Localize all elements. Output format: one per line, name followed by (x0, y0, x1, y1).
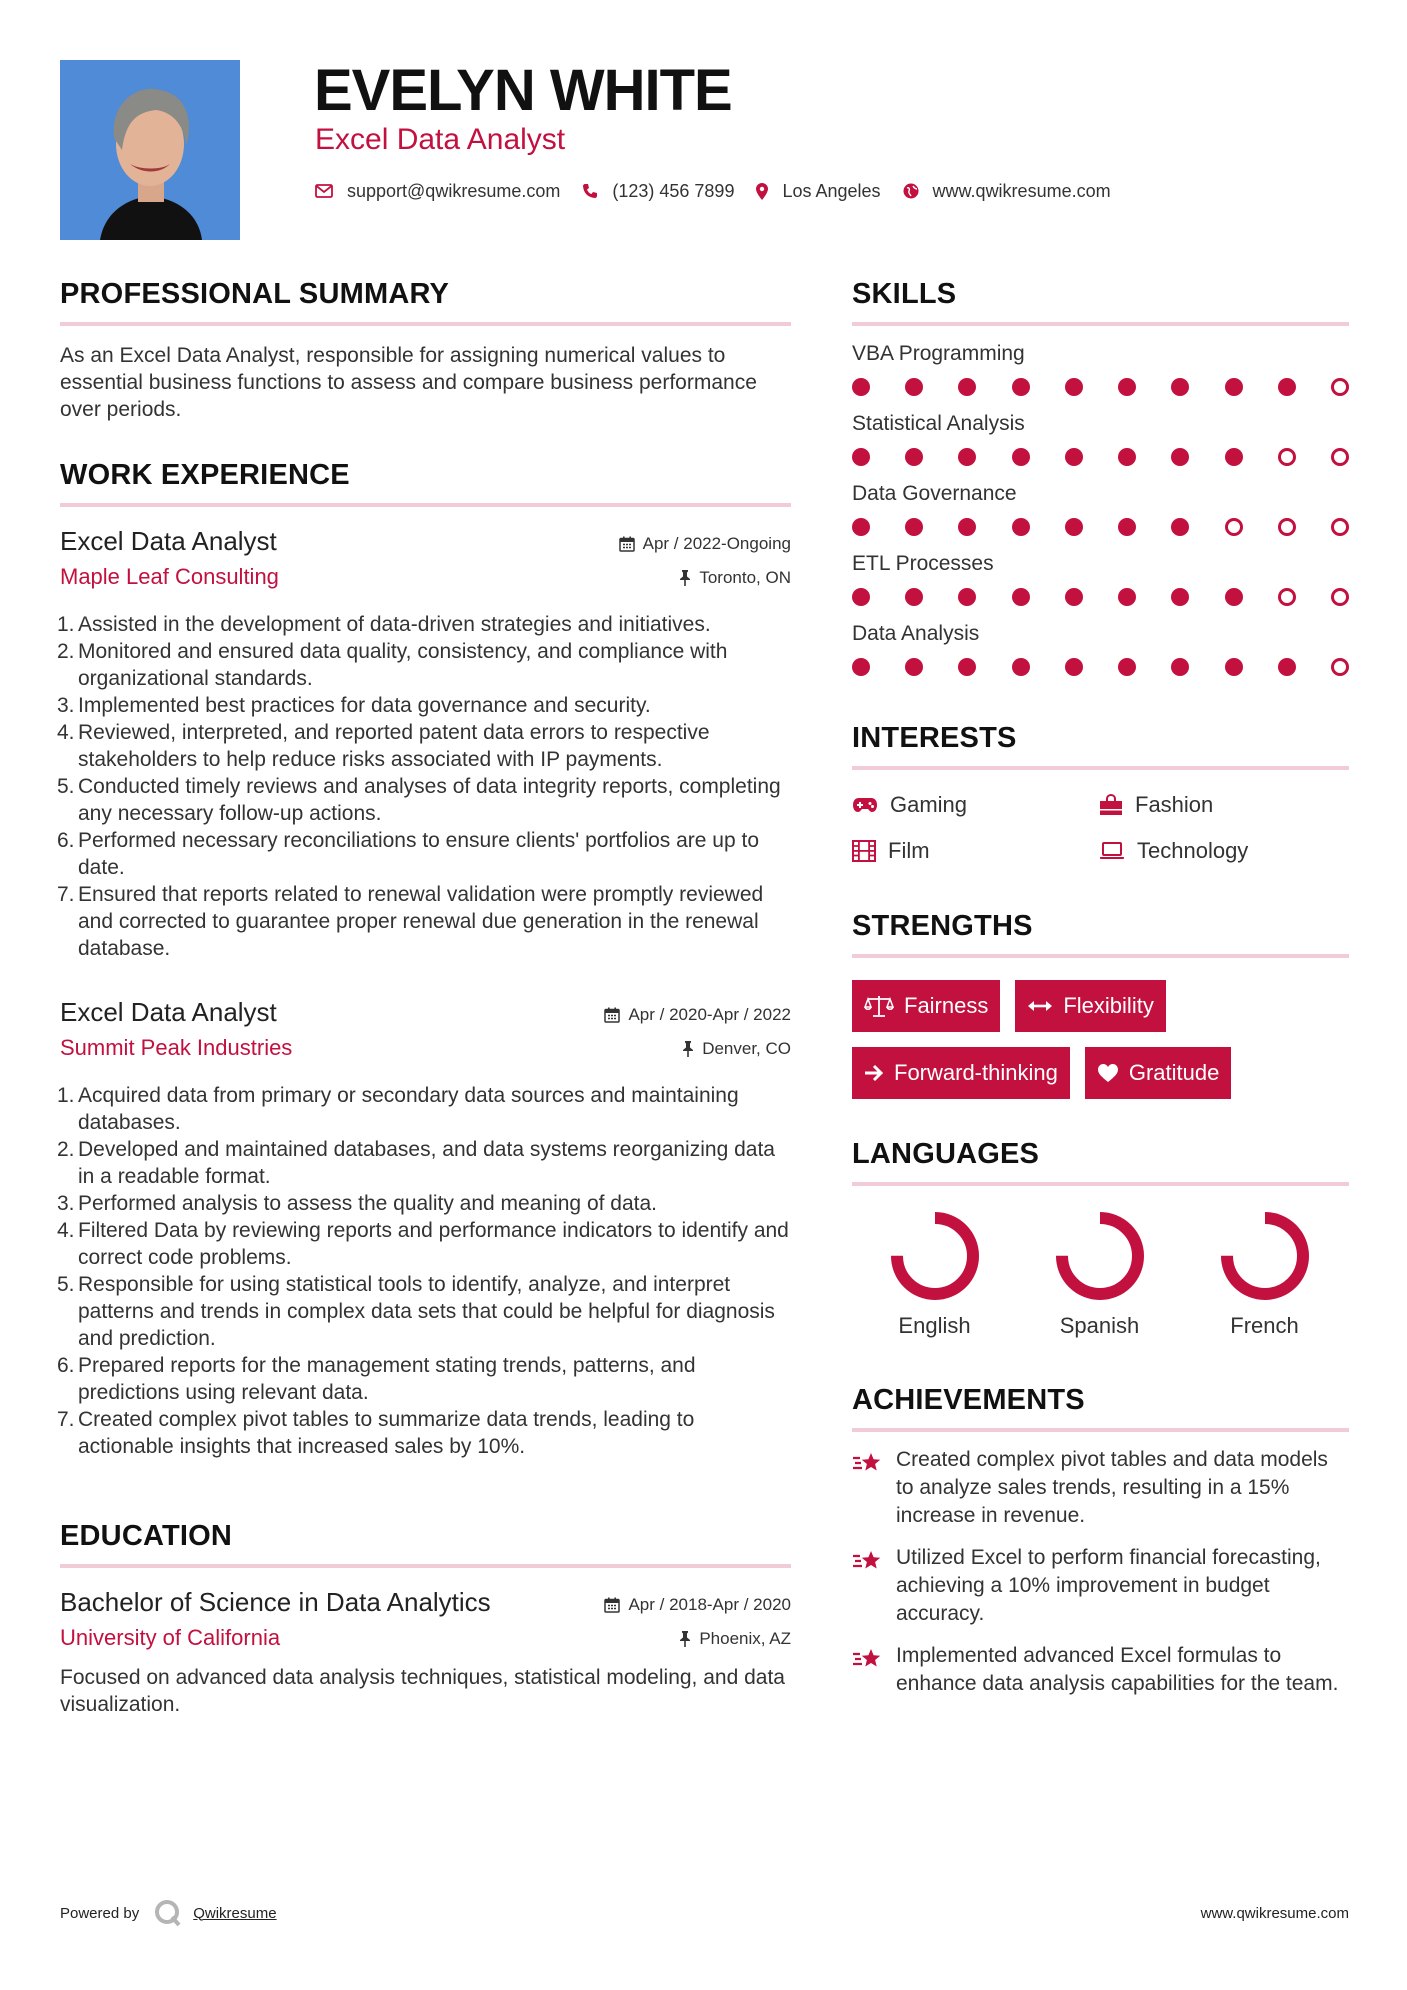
skill-name: Data Governance (852, 482, 1017, 505)
skill-item (852, 340, 1349, 396)
skill-dot-filled (1225, 588, 1243, 606)
interest-item (852, 790, 1099, 820)
skill-dot-empty (1331, 448, 1349, 466)
skill-dot-filled (1065, 448, 1083, 466)
section-divider (60, 503, 791, 507)
skill-dot-filled (1171, 588, 1189, 606)
skill-item (852, 550, 1349, 606)
profile-photo (60, 60, 240, 240)
website-text: www.qwikresume.com (932, 180, 1111, 201)
skill-item (852, 480, 1349, 536)
phone-icon (582, 183, 598, 199)
skill-dot-filled (1012, 378, 1030, 396)
skill-dot-filled (958, 658, 976, 676)
strength-label: Fairness (904, 993, 989, 1018)
interest-label: Film (888, 838, 930, 863)
job-title: Excel Data Analyst (60, 997, 277, 1027)
skill-dot-filled (958, 588, 976, 606)
contact-bar (315, 178, 1133, 204)
skill-dot-filled (1012, 518, 1030, 536)
section-divider (852, 954, 1349, 958)
contact-website[interactable] (903, 181, 1111, 202)
skill-dot-filled (1012, 658, 1030, 676)
skill-dot-filled (1118, 378, 1136, 396)
powered-by-text: Powered by (60, 1904, 140, 1922)
arrow-right-icon (864, 1064, 884, 1082)
skill-dot-filled (852, 658, 870, 676)
brand-link[interactable]: Qwikresume (193, 1904, 277, 1922)
skill-dot-filled (852, 588, 870, 606)
duty-item: 1. Assisted in the development of data-driven strategies and initiatives. (57, 613, 711, 636)
duty-list (57, 611, 791, 962)
interest-item (1099, 790, 1346, 820)
skill-dot-empty (1278, 518, 1296, 536)
skill-dot-filled (905, 588, 923, 606)
languages-heading: LANGUAGES (852, 1138, 1040, 1170)
education-heading: EDUCATION (60, 1520, 233, 1552)
language-item (1182, 1210, 1347, 1340)
skill-dot-filled (1065, 378, 1083, 396)
job-company: Maple Leaf Consulting (60, 564, 279, 589)
achievement-text: Implemented advanced Excel formulas to enhance data analysis capabilities for the team. (896, 1644, 1339, 1695)
skill-rating (852, 518, 1349, 536)
skill-dot-filled (1171, 518, 1189, 536)
job-date-text: Apr / 2020-Apr / 2022 (628, 1005, 791, 1024)
duty-item: 6. Prepared reports for the management stating trends, patterns, and predictions using relevant data. (57, 1354, 696, 1404)
skill-name: VBA Programming (852, 342, 1025, 365)
education-description: Focused on advanced data analysis techniques, statistical modeling, and data visualization. (60, 1666, 785, 1716)
language-name: English (898, 1313, 971, 1338)
skill-dot-filled (1171, 658, 1189, 676)
language-level-ring (889, 1210, 981, 1302)
interest-label: Technology (1137, 838, 1249, 863)
language-name: Spanish (1059, 1313, 1140, 1338)
skill-dot-empty (1278, 448, 1296, 466)
strength-label: Gratitude (1128, 1060, 1220, 1085)
job-location (682, 1038, 791, 1060)
job-location-text: Toronto, ON (699, 568, 791, 587)
interest-label: Fashion (1135, 792, 1214, 817)
skill-dot-filled (905, 518, 923, 536)
gamepad-icon (852, 797, 878, 813)
skill-dot-filled (1118, 448, 1136, 466)
skills-section (852, 276, 1349, 676)
skill-dot-filled (1225, 448, 1243, 466)
skill-dot-filled (905, 448, 923, 466)
pushpin-icon (682, 1041, 694, 1057)
skill-name: Statistical Analysis (852, 412, 1025, 435)
section-divider (852, 322, 1349, 326)
right-column (852, 276, 1349, 1698)
skill-dot-filled (1225, 378, 1243, 396)
skill-dot-filled (958, 448, 976, 466)
duty-item: 3. Implemented best practices for data governance and security. (57, 694, 651, 717)
contact-phone[interactable] (582, 181, 734, 202)
skill-dot-filled (1171, 448, 1189, 466)
achievement-item (852, 1544, 1349, 1628)
arrows-horizontal-icon (1027, 999, 1053, 1013)
strength-tag (1085, 1047, 1232, 1099)
pushpin-icon (679, 570, 691, 586)
calendar-icon (604, 1597, 620, 1613)
language-name: French (1230, 1313, 1299, 1338)
section-divider (852, 1428, 1349, 1432)
duty-item: 3. Performed analysis to assess the quality and meaning of data. (57, 1192, 657, 1215)
language-item (852, 1210, 1017, 1340)
achievement-item (852, 1446, 1349, 1530)
strength-label: Flexibility (1063, 993, 1154, 1018)
skill-rating (852, 588, 1349, 606)
skill-rating (852, 448, 1349, 466)
skill-dot-filled (1065, 518, 1083, 536)
achievement-text: Utilized Excel to perform financial forecasting, achieving a 10% improvement in budget accuracy. (896, 1546, 1321, 1625)
calendar-icon (619, 536, 635, 552)
skill-dot-empty (1331, 658, 1349, 676)
skill-dot-empty (1225, 518, 1243, 536)
strength-tag (1015, 980, 1165, 1032)
duty-list (57, 1082, 791, 1460)
skill-dot-filled (905, 658, 923, 676)
language-level-ring (1219, 1210, 1311, 1302)
section-divider (60, 322, 791, 326)
duty-item: 4. Filtered Data by reviewing reports and performance indicators to identify and correct code problems. (57, 1219, 789, 1269)
skill-rating (852, 658, 1349, 676)
heart-icon (1097, 1063, 1119, 1083)
duty-item: 5. Responsible for using statistical tools to identify, analyze, and interpret patterns and trends in complex data sets that could be helpful for diagnosis and prediction. (57, 1273, 775, 1350)
skill-dot-filled (1065, 658, 1083, 676)
interest-label: Gaming (890, 792, 968, 817)
job-entry (57, 525, 791, 962)
skills-list (852, 340, 1349, 676)
contact-location (756, 181, 880, 202)
calendar-icon (604, 1007, 620, 1023)
skill-dot-filled (958, 518, 976, 536)
skill-dot-filled (1065, 588, 1083, 606)
interests-heading: INTERESTS (852, 722, 1017, 754)
duty-item: 7. Ensured that reports related to renewal validation were promptly reviewed and corrected to guarantee proper renewal due generation in the renewal database. (57, 883, 764, 960)
job-date (619, 533, 791, 555)
education-date-text: Apr / 2018-Apr / 2020 (628, 1595, 791, 1614)
footer-website[interactable]: www.qwikresume.com (1200, 1905, 1349, 1922)
strength-tag (852, 980, 1000, 1032)
pushpin-icon (679, 1631, 691, 1647)
duty-item: 2. Developed and maintained databases, and data systems reorganizing data in a readable format. (57, 1138, 775, 1188)
duty-item: 2. Monitored and ensured data quality, consistency, and compliance with organizational standards. (57, 640, 728, 690)
skill-dot-filled (1118, 658, 1136, 676)
strengths-list (852, 980, 1349, 1114)
achievements-section (852, 1382, 1349, 1698)
shooting-star-icon (852, 1450, 884, 1476)
section-divider (852, 1182, 1349, 1186)
section-divider (852, 766, 1349, 770)
school-name: University of California (60, 1625, 281, 1650)
strengths-heading: STRENGTHS (852, 910, 1033, 942)
skill-name: Data Analysis (852, 622, 980, 645)
achievement-item (852, 1642, 1349, 1698)
education-location-text: Phoenix, AZ (699, 1629, 791, 1648)
achievements-list (852, 1446, 1349, 1698)
email-text: support@qwikresume.com (347, 180, 561, 201)
skill-dot-filled (852, 518, 870, 536)
skill-rating (852, 378, 1349, 396)
envelope-icon (315, 184, 333, 198)
experience-heading: WORK EXPERIENCE (60, 459, 350, 491)
education-location (679, 1628, 791, 1650)
phone-text: (123) 456 7899 (612, 180, 735, 201)
duty-item: 4. Reviewed, interpreted, and reported patent data errors to respective stakeholders to help reduce risks associated with IP payments. (57, 721, 710, 771)
skills-heading: SKILLS (852, 278, 957, 310)
shooting-star-icon (852, 1548, 884, 1574)
skill-dot-filled (958, 378, 976, 396)
interests-section (852, 720, 1349, 866)
degree-title: Bachelor of Science in Data Analytics (60, 1587, 491, 1617)
summary-section (60, 276, 791, 423)
balance-scale-icon (864, 995, 894, 1017)
skill-dot-filled (1225, 658, 1243, 676)
strength-label: Forward-thinking (894, 1060, 1058, 1085)
qwikresume-logo-icon (153, 1898, 183, 1928)
duty-item: 7. Created complex pivot tables to summarize data trends, leading to actionable insights that increased sales by 10%. (57, 1408, 695, 1458)
strengths-section (852, 908, 1349, 1114)
education-date (604, 1594, 791, 1616)
languages-list (852, 1210, 1349, 1340)
skill-item (852, 620, 1349, 676)
education-entry (60, 1586, 791, 1718)
job-company: Summit Peak Industries (60, 1035, 293, 1060)
duty-item: 1. Acquired data from primary or secondary data sources and maintaining databases. (57, 1084, 739, 1134)
skill-name: ETL Processes (852, 552, 994, 575)
skill-dot-filled (1278, 658, 1296, 676)
contact-email[interactable] (315, 181, 560, 202)
achievements-heading: ACHIEVEMENTS (852, 1384, 1085, 1416)
candidate-name: EVELYN WHITE (314, 58, 732, 123)
summary-heading: PROFESSIONAL SUMMARY (60, 278, 450, 310)
job-date-text: Apr / 2022-Ongoing (642, 534, 791, 553)
job-title: Excel Data Analyst (60, 526, 277, 556)
duty-item: 6. Performed necessary reconciliations to ensure clients' portfolios are up to date. (57, 829, 760, 879)
language-level-ring (1054, 1210, 1146, 1302)
job-location-text: Denver, CO (702, 1039, 791, 1058)
skill-dot-empty (1278, 588, 1296, 606)
section-divider (60, 1564, 791, 1568)
skill-dot-filled (852, 378, 870, 396)
skill-dot-empty (1331, 588, 1349, 606)
map-pin-icon (756, 183, 768, 200)
language-item (1017, 1210, 1182, 1340)
skill-item (852, 410, 1349, 466)
skill-dot-empty (1331, 378, 1349, 396)
achievement-text: Created complex pivot tables and data models to analyze sales trends, resulting in a 15% increase in revenue. (896, 1448, 1328, 1527)
skill-dot-filled (1278, 378, 1296, 396)
summary-text: As an Excel Data Analyst, responsible for assigning numerical values to essential business functions to assess and compare business performance over periods. (60, 344, 757, 421)
location-text: Los Angeles (782, 180, 881, 201)
skill-dot-filled (1118, 518, 1136, 536)
job-date (604, 1004, 791, 1026)
film-icon (852, 840, 876, 862)
interest-item (852, 836, 1099, 866)
job-entry (57, 996, 791, 1460)
globe-icon (903, 183, 919, 199)
languages-section (852, 1136, 1349, 1340)
laptop-icon (1099, 842, 1125, 860)
skill-dot-filled (1118, 588, 1136, 606)
skill-dot-filled (1012, 448, 1030, 466)
footer-branding (60, 1898, 277, 1928)
skill-dot-filled (852, 448, 870, 466)
interests-list (852, 790, 1349, 866)
experience-section (57, 457, 791, 1460)
skill-dot-filled (1012, 588, 1030, 606)
candidate-title: Excel Data Analyst (315, 123, 566, 156)
skill-dot-filled (905, 378, 923, 396)
shopping-bag-icon (1099, 794, 1123, 816)
shooting-star-icon (852, 1646, 884, 1672)
left-column (57, 276, 791, 1718)
education-section (60, 1518, 791, 1718)
skill-dot-empty (1331, 518, 1349, 536)
job-location (679, 567, 791, 589)
interest-item (1099, 836, 1346, 866)
strength-tag (852, 1047, 1070, 1099)
duty-item: 5. Conducted timely reviews and analyses of data integrity reports, completing any necessary follow-up actions. (57, 775, 781, 825)
skill-dot-filled (1171, 378, 1189, 396)
